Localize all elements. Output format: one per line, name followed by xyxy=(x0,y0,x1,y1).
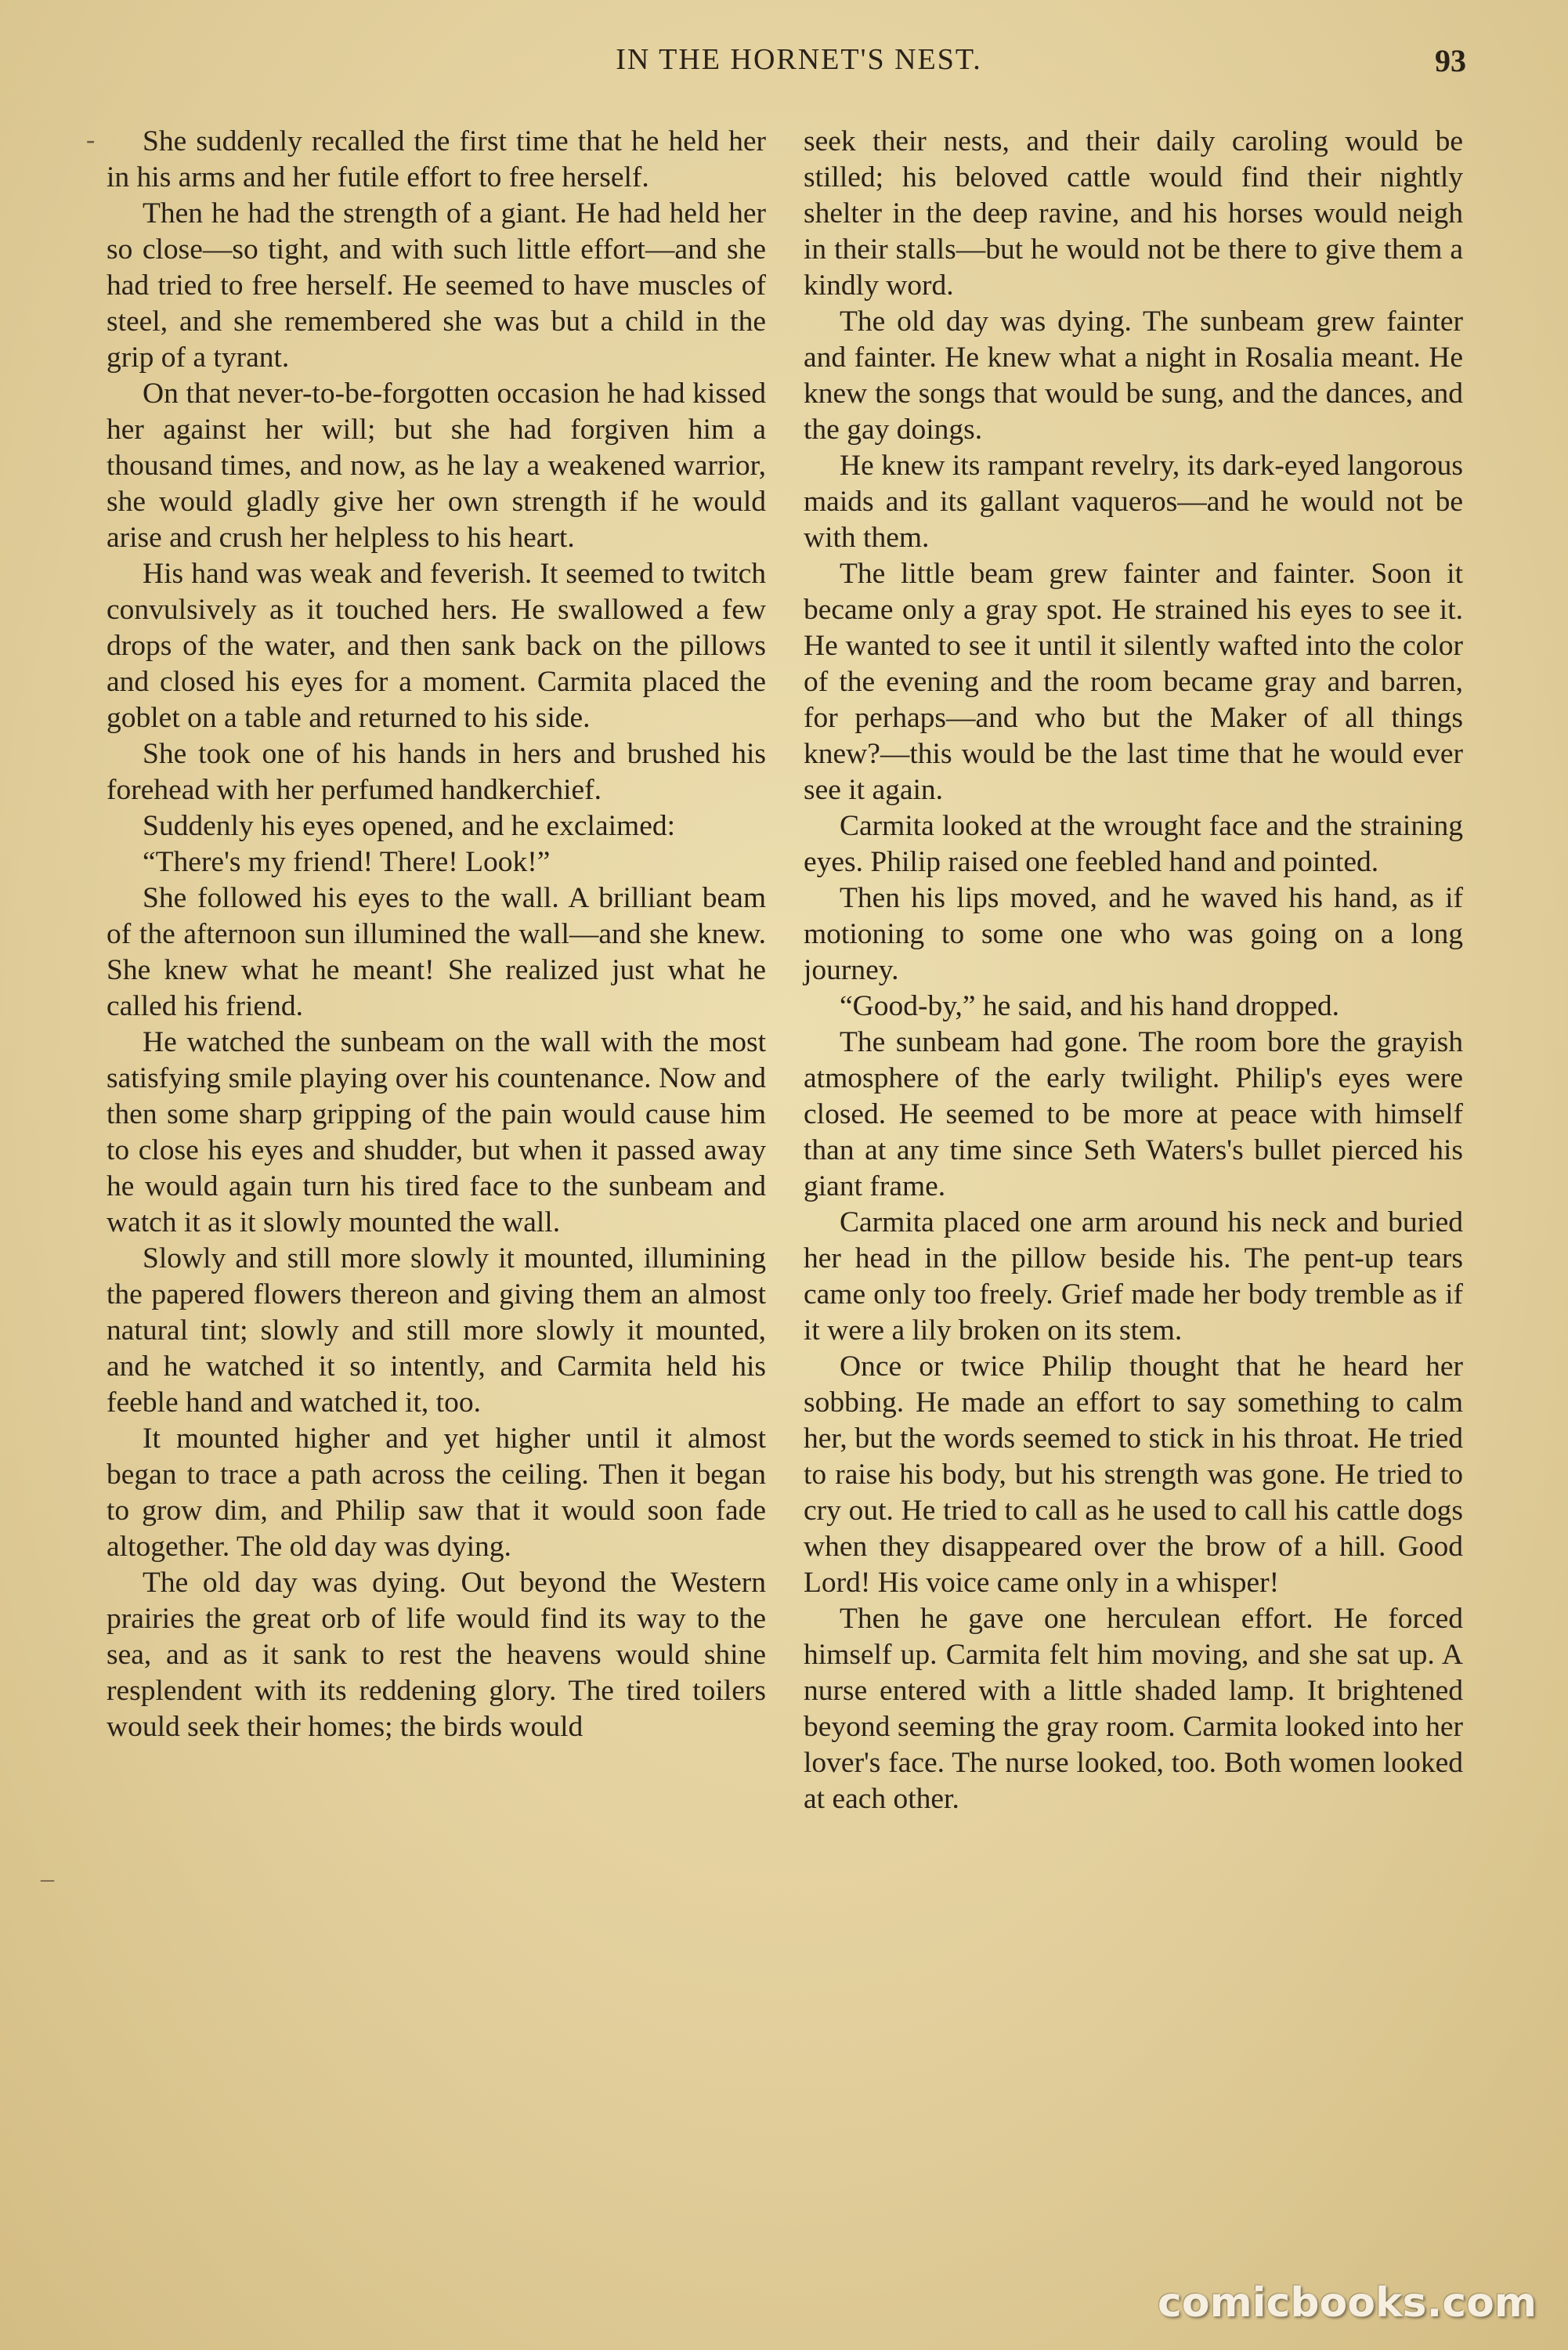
paragraph: The old day was dying. Out beyond the Western prairies the great orb of life would find its way to the sea, and as it sank to rest the heavens would shine resplendent with its reddening glory. The tired toilers would seek their homes; the birds would xyxy=(107,1567,766,1743)
paragraph: Then his lips moved, and he waved his hand, as if motioning to some one who was going on a long journey. xyxy=(804,882,1463,986)
paragraph: Carmita looked at the wrought face and the straining eyes. Philip raised one feebled hand and pointed. xyxy=(804,810,1463,878)
margin-pencil-mark: – xyxy=(41,1864,54,1893)
site-watermark: comicbooks.com xyxy=(1157,2280,1537,2326)
paragraph: He watched the sunbeam on the wall with the most satisfying smile playing over his countenance. Now and then some sharp gripping of the pain would cause him to close his eyes and shudder, but when it passed away he would again turn his tired face to the sunbeam and watch it as it slowly mounted the wall. xyxy=(107,1026,766,1238)
paragraph: His hand was weak and feverish. It seemed to twitch convulsively as it touched hers. He swallowed a few drops of the water, and then sank back on the pillows and closed his eyes for a moment. Carmita placed the goblet on a table and returned to his side. xyxy=(107,558,766,734)
paragraph: He knew its rampant revelry, its dark-eyed langorous maids and its gallant vaqueros—and he would not be with them. xyxy=(804,450,1463,554)
paragraph: Suddenly his eyes opened, and he exclaimed: xyxy=(143,810,676,842)
paragraph: On that never-to-be-forgotten occasion he had kissed her against her will; but she had forgiven him a thousand times, and now, as he lay a weakened warrior, she would gladly give her own strength if he would arise and crush her helpless to his heart. xyxy=(107,378,766,554)
paragraph: “There's my friend! There! Look!” xyxy=(143,846,551,878)
paragraph: Then he had the strength of a giant. He had held her so close—so tight, and with such little effort—and she had tried to free herself. He seemed to have muscles of steel, and she remembered she was but a child in the grip of a tyrant. xyxy=(107,197,766,374)
paragraph: Then he gave one herculean effort. He forced himself up. Carmita felt him moving, and she sat up. A nurse entered with a little shaded lamp. It brightened beyond seeming the gray room. Carmita looked into her lover's face. The nurse looked, too. Both women looked at each other. xyxy=(804,1603,1463,1815)
paragraph: Carmita placed one arm around his neck and buried her head in the pillow beside his. The pent-up tears came only too freely. Grief made her body tremble as if it were a lily broken on its stem. xyxy=(804,1206,1463,1347)
paragraph: The little beam grew fainter and fainter. Soon it became only a gray spot. He strained his eyes to see it. He wanted to see it until it silently wafted into the color of the evening and the room became gray and barren, for perhaps—and who but the Maker of all things knew?—this would be the last time that he would ever see it again. xyxy=(804,558,1463,806)
running-title: IN THE HORNET'S NEST. xyxy=(616,43,982,76)
text-column-left xyxy=(107,124,766,1745)
paragraph: The old day was dying. The sunbeam grew fainter and fainter. He knew what a night in Rosalia meant. He knew the songs that would be sung, and the dances, and the gay doings. xyxy=(804,306,1463,446)
paragraph: She took one of his hands in hers and brushed his forehead with her perfumed handkerchief. xyxy=(107,738,766,806)
paragraph: It mounted higher and yet higher until it almost began to trace a path across the ceiling. Then it began to grow dim, and Philip saw that it would soon fade altogether. The old day was dying. xyxy=(107,1423,766,1563)
paragraph: Once or twice Philip thought that he heard her sobbing. He made an effort to say something to calm her, but the words seemed to stick in his throat. He tried to raise his body, but his strength was gone. He tried to cry out. He tried to call as he used to call his cattle dogs when they disappeared over the brow of a hill. Good Lord! His voice came only in a whisper! xyxy=(804,1350,1463,1599)
paragraph: She suddenly recalled the first time that he held her in his arms and her futile effort to free herself. xyxy=(107,125,766,193)
page-number: 93 xyxy=(1435,43,1466,78)
text-column-right xyxy=(804,124,1463,1817)
paragraph: The sunbeam had gone. The room bore the grayish atmosphere of the early twilight. Philip's eyes were closed. He seemed to be more at peace with himself than at any time since Seth Waters's bullet pierced his giant frame. xyxy=(804,1026,1463,1202)
paragraph: Slowly and still more slowly it mounted, illumining the papered flowers thereon and giving them an almost natural tint; slowly and still more slowly it mounted, and he watched it so intently, and Carmita held his feeble hand and watched it, too. xyxy=(107,1242,766,1419)
paragraph-continued: seek their nests, and their daily caroling would be stilled; his beloved cattle would find their nightly shelter in the deep ravine, and his horses would neigh in their stalls—but he would not be there to give them a kindly word. xyxy=(804,125,1463,302)
paragraph: “Good-by,” he said, and his hand dropped. xyxy=(840,990,1340,1022)
paragraph: She followed his eyes to the wall. A brilliant beam of the afternoon sun illumined the wall—and she knew. She knew what he meant! She realized just what he called his friend. xyxy=(107,882,766,1022)
margin-pencil-mark: ‐ xyxy=(86,125,96,154)
